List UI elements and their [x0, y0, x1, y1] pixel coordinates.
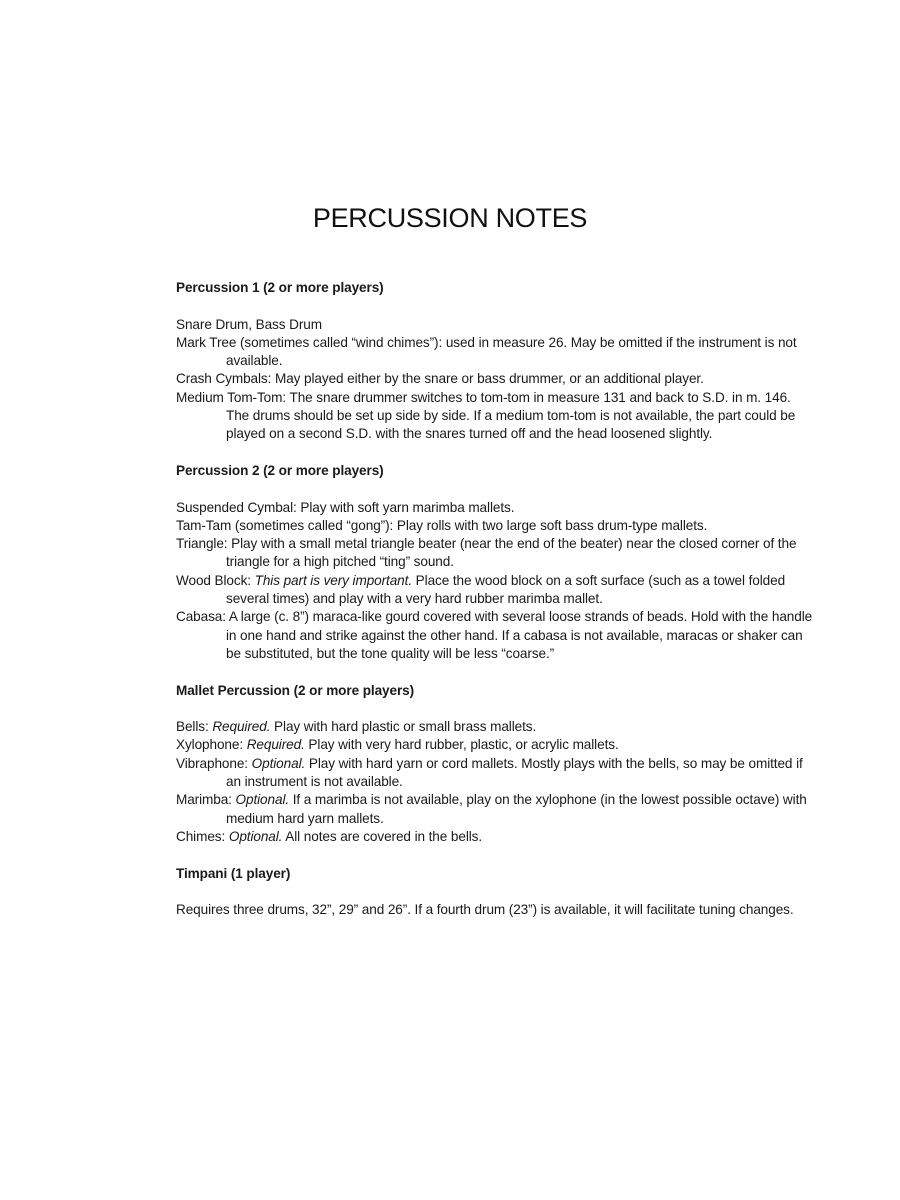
entry-label: Wood Block: — [176, 572, 255, 588]
section-percussion-2 — [176, 462, 816, 663]
entry-crash-cymbals — [176, 370, 816, 388]
entry-label: Chimes: — [176, 828, 229, 844]
entry-suspended-cymbal — [176, 499, 816, 517]
entry-emphasis: This part is very important. — [254, 572, 412, 588]
section-heading: Percussion 2 (2 or more players) — [176, 462, 384, 478]
entry-label: Marimba: — [176, 792, 236, 808]
section-percussion-1 — [176, 279, 816, 444]
entry-bells — [176, 718, 816, 736]
entry-vibraphone — [176, 755, 816, 792]
entry-label: Snare Drum, Bass Drum — [176, 316, 322, 332]
entry-emphasis: Required. — [212, 719, 271, 735]
entry-label: Xylophone: — [176, 737, 247, 753]
section-heading: Percussion 1 (2 or more players) — [176, 280, 384, 295]
entry-label: Medium Tom-Tom: — [176, 389, 290, 405]
entry-cabasa — [176, 608, 816, 663]
entry-emphasis: Required. — [246, 737, 305, 753]
entry-xylophone — [176, 736, 816, 754]
entry-medium-tom-tom — [176, 389, 816, 444]
entry-triangle — [176, 535, 816, 572]
entry-text: May played either by the snare or bass drummer, or an additional player. — [274, 371, 704, 387]
entry-emphasis: Optional. — [251, 755, 306, 771]
entry-text: Place the wood block on a soft surface (such as a towel folded several times) and play with a very hard rubber marimba mallet. — [226, 572, 786, 607]
entry-label: Crash Cymbals: — [176, 371, 275, 387]
entry-label: Triangle: — [176, 536, 232, 552]
entry-text: If a marimba is not available, play on the xylophone (in the lowest possible octave) with medium hard yarn mallets. — [226, 792, 807, 826]
entry-label: Mark Tree (sometimes called “wind chimes”): — [176, 334, 446, 350]
entry-text: Play with a small metal triangle beater (near the end of the beater) near the closed corner of the triangle for a high pitched “ting” sound. — [226, 536, 797, 570]
entry-text: used in measure 26. May be omitted if the instrument is not available. — [226, 334, 797, 369]
notes-content — [176, 279, 816, 938]
entry-text: A large (c. 8”) maraca-like gourd covered with several loose strands of beads. Hold with the handle in one hand and strike against the other hand. If a cabasa is not available, maracas or shaker can be substituted, but the tone quality will be less “coarse.” — [226, 609, 813, 661]
section-timpani — [176, 865, 816, 920]
section-heading: Mallet Percussion (2 or more players) — [176, 682, 415, 698]
entry-marimba — [176, 791, 816, 828]
entry-emphasis: Optional. — [228, 828, 283, 844]
entry-label: Requires three drums, 32”, 29” and 26”. — [176, 902, 415, 918]
entry-label: Suspended Cymbal: — [176, 499, 301, 515]
entry-label: Tam-Tam (sometimes called “gong”): — [176, 517, 397, 533]
page-title: PERCUSSION NOTES — [312, 203, 588, 233]
section-heading: Timpani (1 player) — [176, 865, 291, 881]
entry-text: Play with very hard rubber, plastic, or acrylic mallets. — [304, 737, 619, 753]
entry-text: All notes are covered in the bells. — [282, 828, 483, 844]
entry-tam-tam — [176, 517, 816, 535]
entry-label: Vibraphone: — [176, 755, 252, 771]
entry-wood-block — [176, 572, 816, 609]
entry-chimes — [176, 828, 816, 846]
entry-text: If a fourth drum (23”) is available, it will facilitate tuning changes. — [414, 902, 794, 918]
entry-timpani-drums — [176, 901, 816, 919]
entry-text: Play with hard yarn or cord mallets. Mostly plays with the bells, so may be omitted if an instrument is not available. — [226, 755, 803, 790]
entry-mark-tree — [176, 334, 816, 371]
entry-label: Bells: — [176, 719, 213, 735]
section-mallet-percussion — [176, 682, 816, 847]
entry-text: Play with soft yarn marimba mallets. — [300, 499, 515, 515]
entry-text: Play with hard plastic or small brass mallets. — [270, 719, 537, 735]
entry-snare-bass-drum — [176, 316, 816, 334]
entry-label: Cabasa: — [176, 609, 229, 625]
entry-text: Play rolls with two large soft bass drum-type mallets. — [396, 517, 708, 533]
entry-emphasis: Optional. — [235, 792, 290, 808]
entry-text: The snare drummer switches to tom-tom in measure 131 and back to S.D. in m. 146. The drums should be set up side by side. If a medium tom-tom is not available, the part could be played on a second S.D. with the snares turned off and the head loosened slightly. — [226, 389, 796, 442]
